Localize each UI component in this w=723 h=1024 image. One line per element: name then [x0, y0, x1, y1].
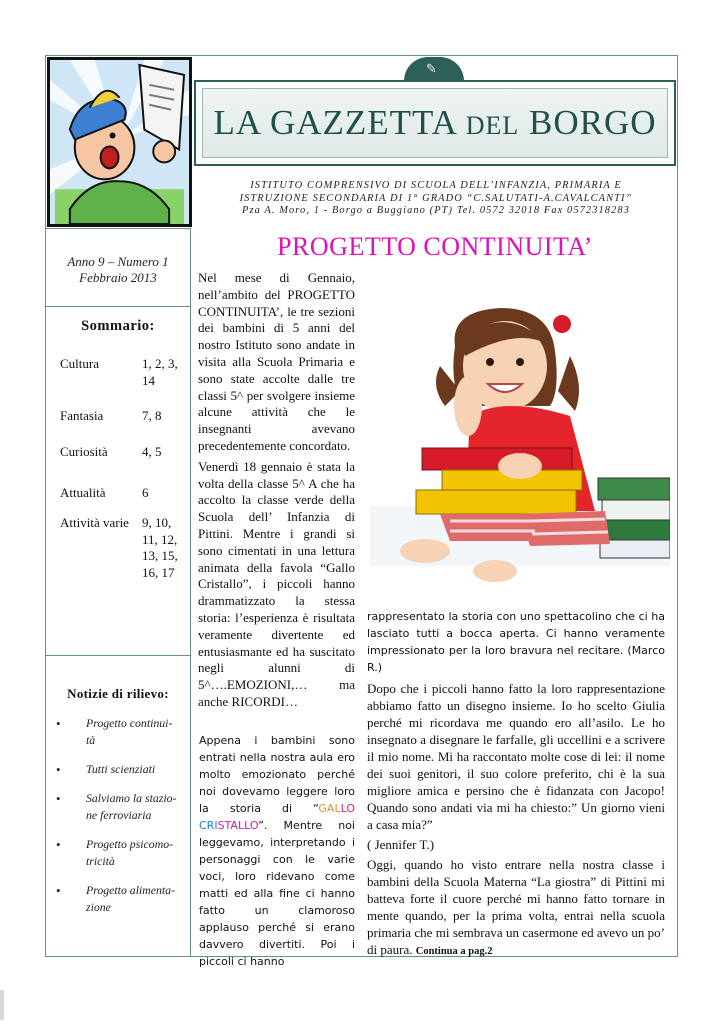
article-paragraph: Dopo che i piccoli hanno fatto la loro rappresentazione abbiamo fatto un disegno insieme. Io ho scelto Giulia perché mi ricordava me quando ero all’asilo. Le ho insegnato a disegnare le farfalle, gli uccellini e a scrivere il mio nome. Mi ha raccontato molte cose di lei: il nome dei suoi genitori, il suo colore preferito, chi è la sua migliore amica e persino che è fidanzata con Jacopo! Quando sono andati via mi ha chiesto:” Un giorno vieni a casa mia?” [367, 681, 665, 832]
girl-with-books-photo [370, 296, 670, 600]
list-item[interactable]: • Salviamo la stazio- ne ferroviaria [56, 790, 188, 824]
sommario-item-label: Curiosità [60, 444, 108, 459]
list-item[interactable]: • Progetto psicomo- tricità [56, 836, 188, 870]
school-info [196, 180, 676, 218]
school-address: Pza A. Moro, 1 - Borgo a Buggiano (PT) Tel. 0572 32018 Fax 0572318283 [242, 205, 630, 216]
list-item[interactable]: • Progetto alimenta- zione [56, 882, 188, 916]
article-paragraph: Venerdì 18 gennaio è stata la volta della classe 5^ A che ha accolto la classe verde della Scuola dell’ Infanzia di Pittini. Mentre i grandi si sono cimentati in una lettura animata della favola “Gallo Cristallo”, i piccoli hanno drammatizzato la stessa storia: l’esperienza è risultata veramente divertente ed entusiasmante ed ha suscitato negli alunni di 5^….EMOZIONI,… ma anche RICORDI… [198, 458, 355, 709]
sommario-item-pages: 9, 10, 11, 12, 13, 15, 16, 17 [142, 515, 178, 580]
list-item[interactable]: • Progetto continui- tà [56, 715, 188, 749]
sommario-item-label: Attività varie [60, 515, 129, 530]
gallo-cristallo-title: GALLO CRISTALLO [199, 802, 355, 832]
list-item[interactable]: • Tutti scienziati [56, 761, 188, 778]
title-part-2: BORGO [519, 103, 657, 142]
sidebar-divider [45, 228, 190, 229]
sommario-item-label: Attualità [60, 485, 106, 500]
sommario-item-label: Cultura [60, 356, 99, 371]
page-edge-mark [0, 990, 4, 1020]
quill-emblem-icon: ✎ [404, 57, 464, 81]
issue-info [48, 254, 188, 286]
article-paragraph: Nel mese di Gennaio, nell’ambito del PROGETTO CONTINUITA’, le tre sezioni dei bambini di 5 anni del nostro Istituto sono andate in visita alla Scuola Primaria e sono state accolte dalle tre classi 5^ per svolgere insieme alcune attività che le insegnanti avevano precedentemente concordato. [198, 270, 355, 453]
newspaper-boy-logo [47, 57, 192, 227]
sidebar-divider [45, 306, 190, 307]
sommario-item-pages: 1, 2, 3, 14 [142, 356, 178, 388]
newspaper-title [213, 103, 656, 143]
school-line-2: ISTRUZIONE SECONDARIA DI 1° GRADO “C.SALUTATI-A.CAVALCANTI” [239, 192, 633, 204]
sommario-item-pages: 6 [142, 485, 149, 500]
masthead [194, 80, 676, 166]
notizie-list [56, 715, 188, 928]
column-divider [190, 228, 191, 957]
article-paragraph: Oggi, quando ho visto entrare nella nostra classe i bambini della Scuola Materna “La giostra” di Pittini mi batteva forte il cuore perché mi hanno fatto tornare in mente quando, per la prima volta, entrai nella scuola primaria che mi sembrava un casermone ed avevo un po’ di paura. Continua a pag.2 [367, 857, 665, 957]
sommario-item-label: Fantasia [60, 408, 104, 423]
title-part-1: LA GAZZETTA [213, 103, 466, 142]
article-column-2 [367, 680, 665, 963]
sidebar-divider [45, 655, 190, 656]
student-quote-2: rappresentato la storia con uno spettacolino che ci ha lasciato tutti a bocca aperta. Ci hanno veramente impressionato per la loro bravura nel recitare. (Marco R.) [367, 610, 665, 674]
title-small-part: DEL [465, 111, 520, 140]
notizie-title: Notizie di rilievo: [67, 686, 169, 701]
school-line-1: ISTITUTO COMPRENSIVO DI SCUOLA DELL’INFANZIA, PRIMARIA E [250, 180, 622, 191]
quote-author: ( Jennifer T.) [367, 837, 435, 852]
article-column-1 [198, 270, 355, 715]
sommario-item-pages: 4, 5 [142, 444, 162, 459]
sommario-title: Sommario: [81, 318, 155, 334]
issue-date: Febbraio 2013 [79, 270, 157, 285]
student-quote-1: Appena i bambini sono entrati nella nostra aula ero molto emozionato perché noi dovevamo leggere loro la storia di “GALLO CRISTALLO”. Mentre noi leggevamo, interpretando i personaggi con le varie voci, loro ridevano come matti ed alla fine ci hanno fatto un clamoroso applauso perché si erano davvero divertiti. Poi i piccoli ci hanno [199, 734, 355, 968]
issue-number: Anno 9 – Numero 1 [67, 254, 169, 269]
sommario-item-pages: 7, 8 [142, 408, 162, 423]
article-headline: PROGETTO CONTINUITA’ [277, 232, 593, 261]
continue-link[interactable]: Continua a pag.2 [415, 946, 493, 957]
